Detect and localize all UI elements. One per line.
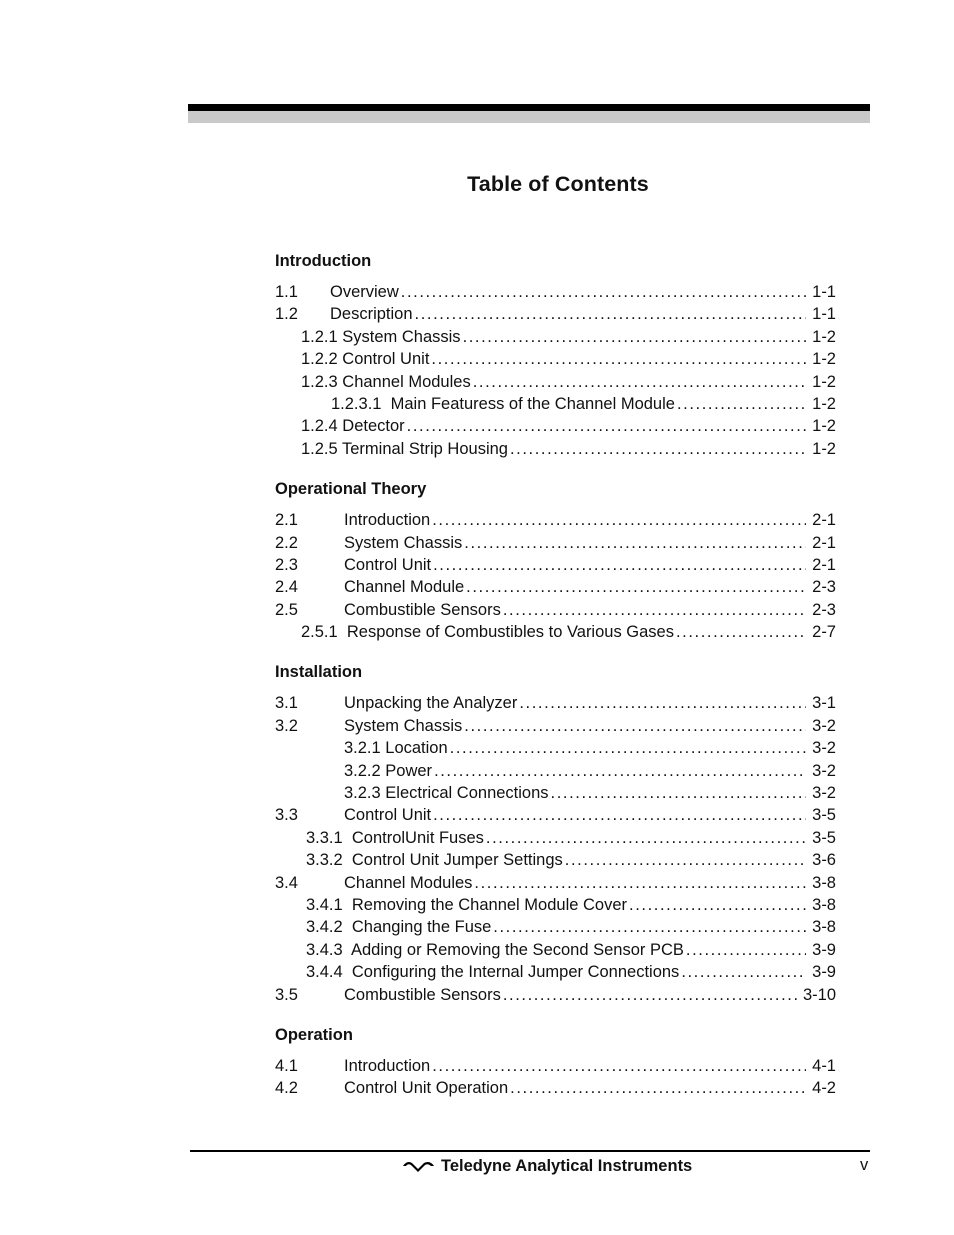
toc-entry-page: 1-2	[812, 372, 836, 391]
toc-entry-number: 3.4	[275, 873, 298, 892]
toc-section	[275, 1024, 836, 1100]
toc-entry-number: 4.2	[275, 1079, 298, 1098]
toc-entry-page: 2-1	[812, 533, 836, 552]
toc-dot-leader	[681, 961, 806, 983]
toc-entry-number: 2.3	[275, 555, 298, 574]
toc-dot-leader	[510, 438, 806, 460]
toc-entry-text: Control Unit Operation	[344, 1079, 509, 1098]
toc-entry-number: 1.2	[275, 305, 298, 324]
page-number: v	[860, 1156, 869, 1174]
toc-entry-page: 3-5	[812, 806, 836, 825]
toc-dot-leader	[486, 827, 806, 849]
toc-entry-page: 3-8	[812, 918, 836, 937]
footer-brand-text: Teledyne Analytical Instruments	[441, 1156, 693, 1175]
toc-entry-page: 1-2	[812, 439, 836, 458]
toc-entry-text: 3.3.2 Control Unit Jumper Settings	[306, 851, 563, 870]
page-title: Table of Contents	[467, 172, 649, 196]
toc-entry-text: 3.2.1 Location	[344, 739, 448, 758]
toc-entry[interactable]	[275, 393, 836, 415]
footer-brand	[402, 1155, 692, 1177]
toc-dot-leader	[493, 916, 806, 938]
toc-entry[interactable]	[275, 554, 836, 576]
toc-entry-page: 2-1	[812, 511, 836, 530]
toc-entry-page: 1-2	[812, 417, 836, 436]
toc-entry[interactable]	[275, 281, 836, 303]
toc-dot-leader	[464, 532, 806, 554]
toc-section-title: Installation	[275, 663, 363, 682]
toc-entry-number: 4.1	[275, 1056, 298, 1075]
toc-entry-text: Combustible Sensors	[344, 600, 501, 619]
toc-entry-text: 3.4.2 Changing the Fuse	[306, 918, 492, 937]
toc-entry-page: 3-2	[812, 739, 836, 758]
toc-entry-page: 1-1	[812, 305, 836, 324]
toc-dot-leader	[510, 1077, 806, 1099]
toc-entry-page: 3-9	[812, 963, 836, 982]
toc-dot-leader	[519, 692, 806, 714]
toc-section-title: Introduction	[275, 252, 372, 270]
toc-entry-number: 3.3	[275, 806, 298, 825]
toc-entry-text: Description	[330, 305, 413, 324]
toc-dot-leader	[432, 509, 806, 531]
toc-entry-number: 3.1	[275, 694, 298, 713]
toc-entry[interactable]	[275, 1077, 836, 1099]
toc-entry-page: 3-9	[812, 940, 836, 959]
toc-dot-leader	[677, 393, 806, 415]
toc-entry-page: 2-3	[812, 600, 836, 619]
toc-entry[interactable]	[275, 872, 836, 894]
toc-entry-page: 3-1	[812, 694, 836, 713]
toc-entry-page: 2-7	[812, 623, 836, 642]
toc-entry-text: Combustible Sensors	[344, 985, 501, 1004]
toc-entry[interactable]	[275, 348, 836, 370]
toc-entry-page: 3-2	[812, 761, 836, 780]
toc-entry[interactable]	[275, 916, 836, 938]
toc-entry[interactable]	[275, 984, 836, 1006]
toc-entry[interactable]	[275, 371, 836, 393]
toc-entry-page: 1-2	[812, 350, 836, 369]
toc-entry-page: 3-8	[812, 895, 836, 914]
toc-section	[275, 250, 836, 460]
toc-entry-page: 1-1	[812, 283, 836, 301]
toc-entry-page: 3-2	[812, 716, 836, 735]
toc-entry-text: 3.3.1 ControlUnit Fuses	[306, 828, 484, 847]
header-rule-gray	[188, 111, 870, 123]
toc-entry-text: Introduction	[344, 511, 431, 530]
toc-dot-leader	[415, 303, 807, 325]
toc-entry-text: Control Unit	[344, 806, 432, 825]
toc-entry-number: 2.2	[275, 533, 298, 552]
toc-entry-text: Overview	[330, 283, 399, 301]
toc-dot-leader	[401, 281, 806, 303]
toc-entry[interactable]	[275, 438, 836, 460]
toc-dot-leader	[464, 715, 806, 737]
toc-entry-text: System Chassis	[344, 533, 463, 552]
toc-entry[interactable]	[275, 692, 836, 714]
footer-rule	[190, 1150, 870, 1152]
toc-entry-number: 3.5	[275, 985, 298, 1004]
toc-entry[interactable]	[275, 415, 836, 437]
toc-entry[interactable]	[275, 532, 836, 554]
toc-entry-text: 1.2.3 Channel Modules	[301, 372, 471, 391]
toc-dot-leader	[474, 872, 806, 894]
toc-entry-text: 3.2.2 Power	[344, 761, 433, 780]
toc-dot-leader	[463, 326, 807, 348]
toc-entry[interactable]	[275, 849, 836, 871]
toc-entry[interactable]	[275, 599, 836, 621]
toc-entry-number: 2.4	[275, 578, 298, 597]
toc-entry-text: 1.2.5 Terminal Strip Housing	[301, 439, 508, 458]
toc-entry-text: Channel Module	[344, 578, 465, 597]
toc-entry[interactable]	[275, 961, 836, 983]
toc-dot-leader	[434, 760, 806, 782]
toc-dot-leader	[503, 599, 806, 621]
toc-entry[interactable]	[275, 326, 836, 348]
toc-entry-text: 1.2.3.1 Main Featuress of the Channel Module	[331, 394, 675, 413]
toc-entry[interactable]	[275, 576, 836, 598]
toc-entry-page: 1-2	[812, 394, 836, 413]
toc-dot-leader	[407, 415, 807, 437]
toc-section-title: Operation	[275, 1025, 353, 1044]
toc-entry-page: 2-3	[812, 578, 836, 597]
header-rule-black	[188, 104, 870, 111]
toc-entry-text: Control Unit	[344, 555, 432, 574]
toc-entry[interactable]	[275, 509, 836, 531]
toc-entry-page: 4-2	[812, 1079, 836, 1098]
toc-section-title: Operational Theory	[275, 480, 427, 499]
toc-entry[interactable]	[275, 827, 836, 849]
toc-entry[interactable]	[275, 782, 836, 804]
toc-entry-text: 2.5.1 Response of Combustibles to Various Gases	[301, 623, 674, 642]
toc-entry-text: 3.4.3 Adding or Removing the Second Sensor PCB	[306, 940, 684, 959]
toc-entry[interactable]	[275, 621, 836, 643]
toc-entry-text: Unpacking the Analyzer	[344, 694, 518, 713]
toc-dot-leader	[565, 849, 806, 871]
toc-dot-leader	[433, 804, 806, 826]
toc-entry-page: 3-6	[812, 851, 836, 870]
toc-entry[interactable]	[275, 715, 836, 737]
toc-dot-leader	[676, 621, 806, 643]
toc-dot-leader	[473, 371, 806, 393]
toc-entry-number: 2.5	[275, 600, 298, 619]
toc-dot-leader	[466, 576, 806, 598]
toc-entry-number: 2.1	[275, 511, 298, 530]
toc-entry-page: 3-8	[812, 873, 836, 892]
toc-dot-leader	[431, 348, 806, 370]
toc-dot-leader	[503, 984, 797, 1006]
toc-dot-leader	[450, 737, 806, 759]
toc-entry-text: 3.4.1 Removing the Channel Module Cover	[306, 895, 628, 914]
toc-dot-leader	[433, 554, 806, 576]
toc-entry-text: 3.2.3 Electrical Connections	[344, 784, 549, 803]
toc-entry-text: 1.2.4 Detector	[301, 417, 405, 436]
toc-entry[interactable]	[275, 760, 836, 782]
teledyne-logo-icon	[402, 1160, 435, 1172]
toc-dot-leader	[432, 1055, 806, 1077]
toc-dot-leader	[686, 939, 806, 961]
toc-entry-number: 1.1	[275, 283, 298, 301]
toc-entry-page: 3-10	[802, 985, 836, 1004]
toc-entry[interactable]	[275, 1055, 836, 1077]
toc-entry-page: 3-5	[812, 828, 836, 847]
toc-entry[interactable]	[275, 804, 836, 826]
toc-entry-page: 2-1	[812, 555, 836, 574]
toc-entry-page: 4-1	[812, 1056, 836, 1075]
toc-dot-leader	[551, 782, 807, 804]
toc-entry-page: 1-2	[812, 327, 836, 346]
toc-entry-text: Channel Modules	[344, 873, 473, 892]
toc-section	[275, 478, 836, 643]
toc-entry[interactable]	[275, 737, 836, 759]
toc-entry-number: 3.2	[275, 716, 298, 735]
toc-entry-text: System Chassis	[344, 716, 463, 735]
table-of-contents	[275, 250, 836, 1118]
toc-entry-text: 1.2.2 Control Unit	[301, 350, 430, 369]
toc-dot-leader	[629, 894, 806, 916]
toc-entry-text: 1.2.1 System Chassis	[301, 327, 461, 346]
toc-entry[interactable]	[275, 939, 836, 961]
toc-entry[interactable]	[275, 303, 836, 325]
toc-entry-text: Introduction	[344, 1056, 431, 1075]
toc-entry-text: 3.4.4 Configuring the Internal Jumper Connections	[306, 963, 680, 982]
toc-section	[275, 661, 836, 1005]
toc-entry-page: 3-2	[812, 784, 836, 803]
toc-entry[interactable]	[275, 894, 836, 916]
